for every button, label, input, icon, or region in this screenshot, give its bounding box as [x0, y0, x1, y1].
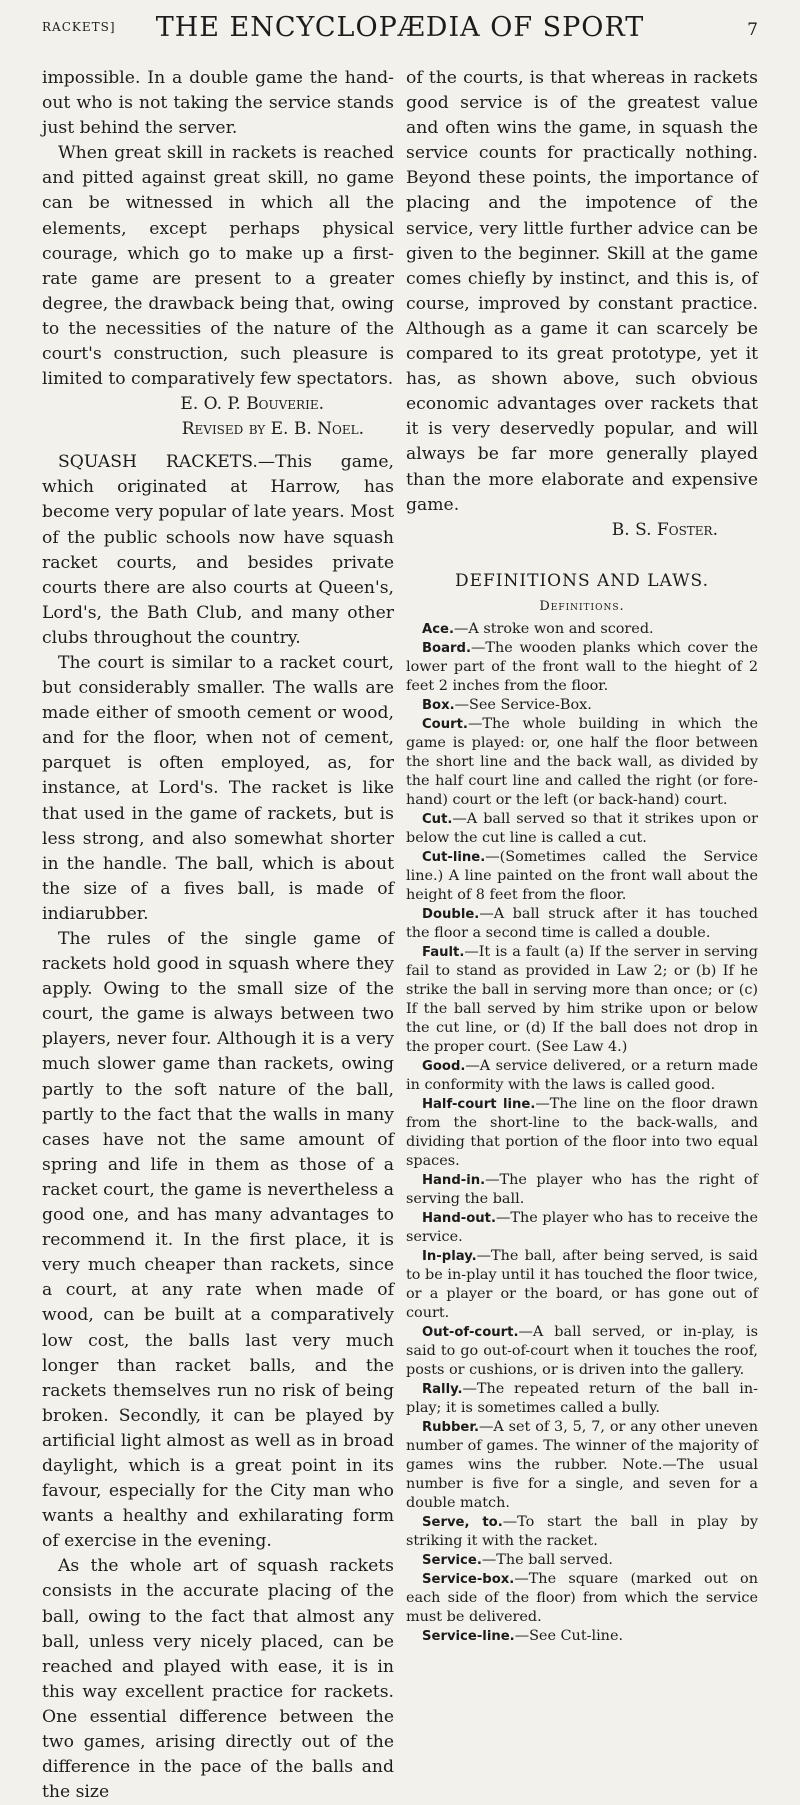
definition-entry [406, 715, 758, 810]
subsection-title: Definitions. [539, 598, 625, 614]
reviser-signature: Revised by E. B. Noel. [181, 419, 364, 440]
definition-term: Rubber. [422, 1419, 479, 1435]
definition-text: —The ball served. [481, 1551, 613, 1568]
right-column [406, 66, 758, 1646]
definition-text: —A ball struck after it has touched the floor a second time is called a double. [406, 905, 758, 941]
definition-entry [406, 1171, 758, 1209]
definition-term: Rally. [422, 1381, 463, 1397]
definition-term: Box. [422, 697, 455, 713]
definition-entry [406, 1095, 758, 1171]
definition-entry [406, 1380, 758, 1418]
definition-term: Cut. [422, 811, 453, 827]
definition-text: —See Cut-line. [514, 1627, 624, 1644]
definition-text: —A set of 3, 5, 7, or any other uneven number of games. The winner of the majority of games wins the rubber. Note.—The usual number is five for a single, and seven for a double match. [406, 1418, 758, 1511]
definition-term: Fault. [422, 944, 465, 960]
definition-text: —The line on the floor drawn from the short-line to the back-walls, and dividing that portion of the floor into two equal spaces. [406, 1095, 758, 1169]
definition-entry [406, 1247, 758, 1323]
definition-entry [406, 1513, 758, 1551]
definition-text: —To start the ball in play by striking it with the racket. [406, 1513, 758, 1549]
definition-text: —The wooden planks which cover the lower part of the front wall to the hieght of 2 feet 2 inches from the floor. [406, 639, 758, 694]
definition-term: Service-line. [422, 1628, 515, 1644]
definition-entry [406, 696, 758, 715]
definitions-list [406, 620, 758, 1646]
definition-term: Out-of-court. [422, 1324, 519, 1340]
definition-entry [406, 1323, 758, 1380]
definition-entry [406, 1057, 758, 1095]
definition-text: —The ball, after being served, is said to be in-play until it has touched the floor twice, or a player or the board, or has gone out of court. [406, 1247, 758, 1321]
definition-term: Service. [422, 1552, 482, 1568]
definition-term: Double. [422, 906, 480, 922]
squash-intro-paragraph [42, 450, 394, 651]
definition-entry [406, 1209, 758, 1247]
definition-term: Hand-in. [422, 1172, 486, 1188]
definition-text: —A service delivered, or a return made in conformity with the laws is called good. [406, 1057, 758, 1093]
running-section-label: RACKETS] [42, 20, 116, 34]
definition-text: —See Service-Box. [454, 696, 592, 713]
definition-term: Hand-out. [422, 1210, 496, 1226]
definition-entry [406, 943, 758, 1057]
definition-text: —The repeated return of the ball in-play; it is sometimes called a bully. [406, 1380, 758, 1416]
definition-term: Service-box. [422, 1571, 515, 1587]
definition-text: —A ball served so that it strikes upon or below the cut line is called a cut. [406, 810, 758, 846]
definition-entry [406, 1418, 758, 1513]
definition-term: Serve, to. [422, 1514, 503, 1530]
paragraph: impossible. In a double game the hand-out who is not taking the service stands just behind the server. [42, 68, 394, 139]
running-title: THE ENCYCLOPÆDIA OF SPORT [155, 12, 645, 43]
definition-entry [406, 620, 758, 639]
definition-entry [406, 1551, 758, 1570]
page-number: 7 [747, 20, 758, 40]
definition-term: Half-court line. [422, 1096, 536, 1112]
definition-text: —A stroke won and scored. [453, 620, 654, 637]
definition-term: Cut-line. [422, 849, 486, 865]
definition-entry [406, 810, 758, 848]
squash-heading: SQUASH RACKETS. [58, 452, 258, 473]
left-column [42, 66, 394, 1805]
definition-text: —The square (marked out on each side of the floor) from which the service must be delivered. [406, 1570, 758, 1625]
paragraph: The rules of the single game of rackets hold good in squash where they apply. Owing to the small size of the court, the game is always between two players, never four. Although it is a very much slower game than rackets, owing partly to the soft nature of the ball, partly to the fact that the walls in many cases have not the same amount of spring and life in them as those of a racket court, the game is nevertheless a good one, and has many advantages to recommend it. In the first place, it is very much cheaper than rackets, since a court, at any rate when made of wood, can be built at a comparatively low cost, the balls last very much longer than racket balls, and the rackets themselves run no risk of being broken. Secondly, it can be played by artificial light almost as well as in broad daylight, which is a great point in its favour, especially for the City man who wants a healthy and exhilarating form of exercise in the evening. [42, 929, 394, 1552]
author-signature: B. S. Foster. [611, 519, 718, 540]
paragraph: As the whole art of squash rackets consists in the accurate placing of the ball, owing to the fact that almost any ball, unless very nicely placed, can be reached and played with ease, it is in this way excellent practice for rackets. One essential difference between the two games, arising directly out of the difference in the pace of the balls and the size [42, 1556, 394, 1803]
definition-text: —The player who has to receive the service. [406, 1209, 758, 1245]
paragraph: When great skill in rackets is reached and pitted against great skill, no game can be witnessed in which all the elements, except perhaps physical courage, which go to make up a first-rate game are present to a greater degree, the drawback being that, owing to the necessities of the nature of the court's construction, such pleasure is limited to comparatively few spectators. [42, 143, 394, 390]
definition-entry [406, 1570, 758, 1627]
page-header [42, 12, 758, 48]
definition-term: In-play. [422, 1248, 477, 1264]
author-signature: E. O. P. Bouverie. [180, 394, 324, 415]
definition-text: —(Sometimes called the Service line.) A line painted on the front wall about the height of 8 feet from the floor. [406, 848, 758, 903]
section-title: DEFINITIONS AND LAWS. [454, 570, 710, 591]
definition-entry [406, 1627, 758, 1646]
definition-term: Ace. [422, 621, 454, 637]
definition-text: —The player who has the right of serving the ball. [406, 1171, 758, 1207]
definition-text: —A ball served, or in-play, is said to go out-of-court when it touches the roof, posts or cushions, or is driven into the gallery. [406, 1323, 758, 1378]
definition-term: Court. [422, 716, 468, 732]
definition-entry [406, 905, 758, 943]
definition-entry [406, 848, 758, 905]
definition-text: —It is a fault (a) If the server in serving fail to stand as provided in Law 2; or (b) If he strike the ball in serving more than once; or (c) If the ball served by him strike upon or below the cut line, or (d) If the ball does not drop in the proper court. (See Law 4.) [406, 943, 758, 1055]
definition-term: Good. [422, 1058, 466, 1074]
definition-term: Board. [422, 640, 471, 656]
squash-intro-text: —This game, which originated at Harrow, has become very popular of late years. Most of the public schools now have squash racket courts, and besides private courts there are also courts at Queen's, Lord's, the Bath Club, and many other clubs throughout the country. [42, 452, 394, 648]
paragraph: The court is similar to a racket court, but considerably smaller. The walls are made either of smooth cement or wood, and for the floor, when not of cement, parquet is often employed, as, for instance, at Lord's. The racket is like that used in the game of rackets, but is less strong, and also somewhat shorter in the handle. The ball, which is about the size of a fives ball, is made of indiarubber. [42, 652, 394, 924]
definition-entry [406, 639, 758, 696]
definition-text: —The whole building in which the game is played: or, one half the floor between the short line and the back wall, as divided by the half court line and called the right (or fore-hand) court or the left (or back-hand) court. [406, 715, 758, 808]
paragraph: of the courts, is that whereas in rackets good service is of the greatest value and often wins the game, in squash the service counts for practically nothing. Beyond these points, the importance of placing and the impotence of the service, very little further advice can be given to the beginner. Skill at the game comes chiefly by instinct, and this is, of course, improved by constant practice. Although as a game it can scarcely be compared to its great prototype, yet it has, as shown above, such obvious economic advantages over rackets that it is very deservedly popular, and will always be far more generally played than the more elaborate and expensive game. [406, 68, 758, 515]
